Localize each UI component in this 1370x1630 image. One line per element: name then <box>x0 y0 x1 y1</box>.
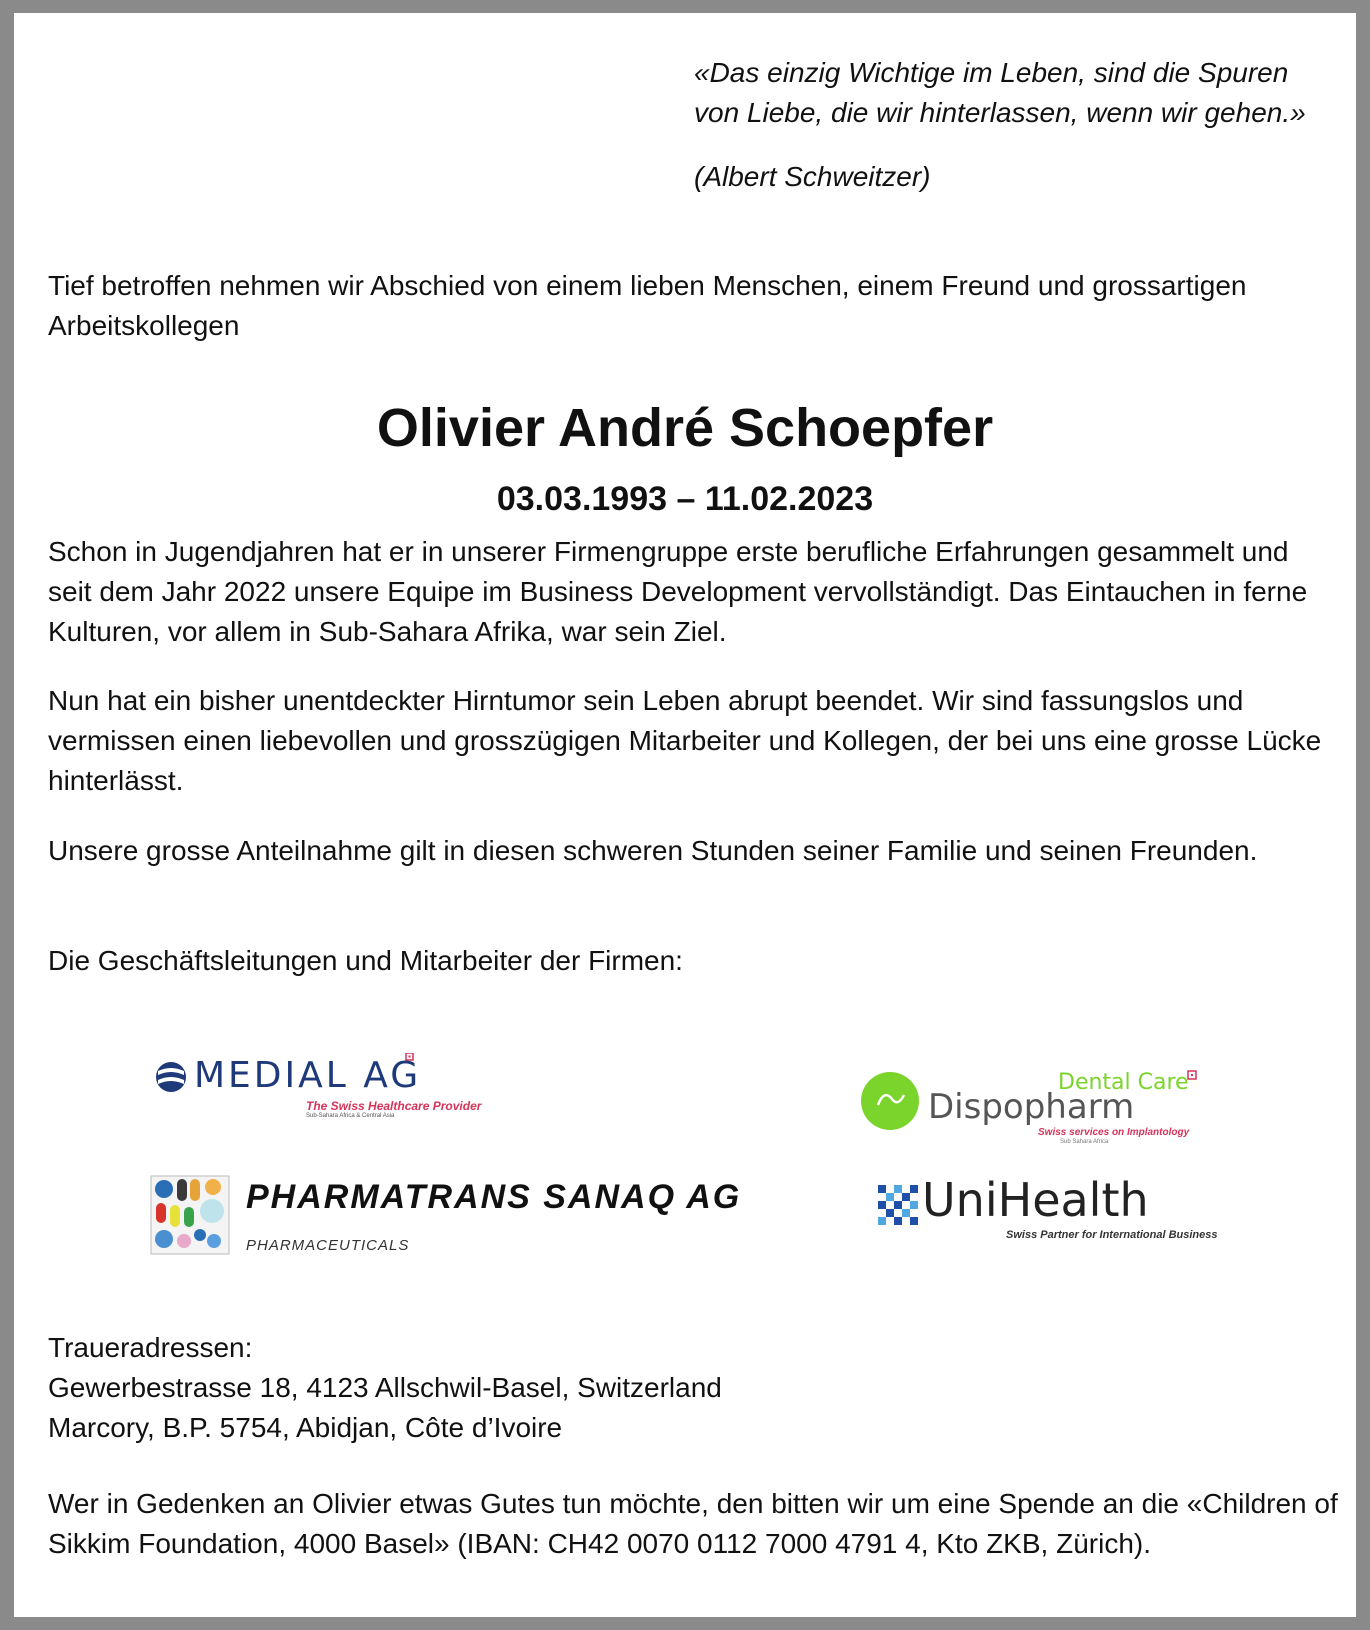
pharmatrans-pills-icon <box>150 1175 230 1255</box>
medial-logo <box>154 1053 494 1123</box>
deceased-dates: 03.03.1993 – 11.02.2023 <box>496 480 874 518</box>
address-abidjan: Marcory, B.P. 5754, Abidjan, Côte d’Ivoire <box>48 1412 563 1443</box>
address-basel: Gewerbestrasse 18, 4123 Allschwil-Basel, Switzerland <box>48 1372 722 1403</box>
unihealth-logo <box>878 1173 1238 1248</box>
paragraph-companies: Die Geschäftsleitungen und Mitarbeiter der Firmen: <box>48 945 683 976</box>
paragraph-career: Schon in Jugendjahren hat er in unserer Firmengruppe erste berufliche Erfahrungen gesammelt und seit dem Jahr 2022 unsere Equipe im Business Development vervollständigt. Das Eintauchen in ferne Kulturen, vor allem in Sub-Sahara Afrika, war sein Ziel. <box>48 536 1308 647</box>
dispopharm-logo <box>860 1053 1200 1145</box>
unihealth-name: UniHealth <box>922 1173 1149 1227</box>
intro-text: Tief betroffen nehmen wir Abschied von einem lieben Menschen, einem Freund und grossartigen Arbeitskollegen <box>48 270 1247 341</box>
pharmatrans-logo <box>150 1175 800 1265</box>
quote-block <box>694 53 1314 197</box>
unihealth-checker-icon <box>878 1185 918 1225</box>
pharmatrans-sub: PHARMACEUTICALS <box>246 1237 410 1254</box>
medial-name: MEDIAL AG <box>194 1055 422 1096</box>
addresses-block <box>48 1328 1338 1448</box>
donation-text: Wer in Gedenken an Olivier etwas Gutes tun möchte, den bitten wir um eine Spende an die «Children of Sikkim Foundation, 4000 Basel» (IBAN: CH42 0070 0112 7000 4791 4, Kto ZKB, Zürich). <box>48 1488 1338 1559</box>
dispopharm-tagline: Swiss services on Implantology <box>1038 1127 1190 1138</box>
addresses-label: Traueradressen: <box>48 1332 253 1363</box>
obituary-page <box>14 13 1356 1617</box>
unihealth-tagline: Swiss Partner for International Business <box>1006 1229 1218 1241</box>
dispopharm-name: Dispopharm <box>928 1087 1135 1127</box>
medial-subtag: Sub-Sahara Africa & Central Asia <box>306 1113 395 1119</box>
dispopharm-subtag: Sub Sahara Africa <box>1060 1139 1109 1145</box>
pharmatrans-name: PHARMATRANS SANAQ AG <box>246 1178 742 1216</box>
deceased-name: Olivier André Schoepfer <box>376 398 994 458</box>
quote-text: «Das einzig Wichtige im Leben, sind die Spuren von Liebe, die wir hinterlassen, wenn wir gehen.» <box>694 57 1306 128</box>
paragraph-condolence: Unsere grosse Anteilnahme gilt in diesen schweren Stunden seiner Familie und seinen Freunden. <box>48 835 1258 866</box>
quote-author: (Albert Schweitzer) <box>694 161 931 192</box>
medial-tagline: The Swiss Healthcare Provider <box>306 1099 482 1113</box>
dispopharm-dental-care: Dental Care <box>1058 1070 1189 1095</box>
paragraph-loss: Nun hat ein bisher unentdeckter Hirntumor sein Leben abrupt beendet. Wir sind fassungslos und vermissen einen liebevollen und grosszügigen Mitarbeiter und Kollegen, der bei uns eine grosse Lücke hinterlässt. <box>48 685 1322 796</box>
